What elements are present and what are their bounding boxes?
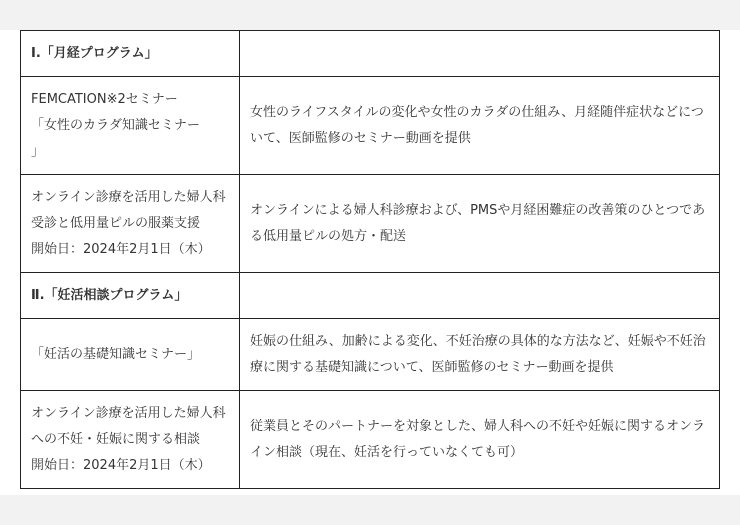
- program-name: オンライン診療を活用した婦人科への不妊・妊娠に関する相談 開始日：2024年2月1日（木）: [31, 405, 226, 473]
- program-description-cell: [240, 391, 720, 489]
- program-description: オンラインによる婦人科診療および、PMSや月経困難症の改善策のひとつである低用量ピルの処方・配送: [250, 202, 706, 244]
- program-description-cell: [240, 319, 720, 391]
- table-row: [21, 391, 720, 489]
- program-description-cell: [240, 77, 720, 175]
- section-heading-menstruation: Ⅰ.「月経プログラム」: [21, 31, 240, 77]
- program-description: 女性のライフスタイルの変化や女性のカラダの仕組み、月経随伴症状などについて、医師監修のセミナー動画を提供: [250, 104, 704, 146]
- section-heading-empty-cell: [240, 273, 720, 319]
- program-description-cell: [240, 175, 720, 273]
- table-row: [21, 77, 720, 175]
- program-name-cell: [21, 319, 240, 391]
- program-name: オンライン診療を活用した婦人科受診と低用量ピルの服薬支援 開始日：2024年2月1日（木）: [31, 189, 226, 257]
- table-row: [21, 319, 720, 391]
- program-description: 従業員とそのパートナーを対象とした、婦人科への不妊や妊娠に関するオンライン相談（現在、妊活を行っていなくても可）: [250, 418, 706, 460]
- section-row-ninkatsu: [21, 273, 720, 319]
- program-name: FEMCATION※2セミナー 「女性のカラダ知識セミナー 」: [31, 91, 200, 159]
- program-table: [20, 30, 720, 489]
- section-row-menstruation: [21, 31, 720, 77]
- program-description: 妊娠の仕組み、加齢による変化、不妊治療の具体的な方法など、妊娠や不妊治療に関する基礎知識について、医師監修のセミナー動画を提供: [250, 333, 706, 375]
- program-name-cell: [21, 77, 240, 175]
- program-name: 「妊活の基礎知識セミナー」: [31, 346, 201, 362]
- program-name-cell: [21, 175, 240, 273]
- section-heading-ninkatsu: Ⅱ.「妊活相談プログラム」: [21, 273, 240, 319]
- section-heading-empty-cell: [240, 31, 720, 77]
- table-row: [21, 175, 720, 273]
- program-name-cell: [21, 391, 240, 489]
